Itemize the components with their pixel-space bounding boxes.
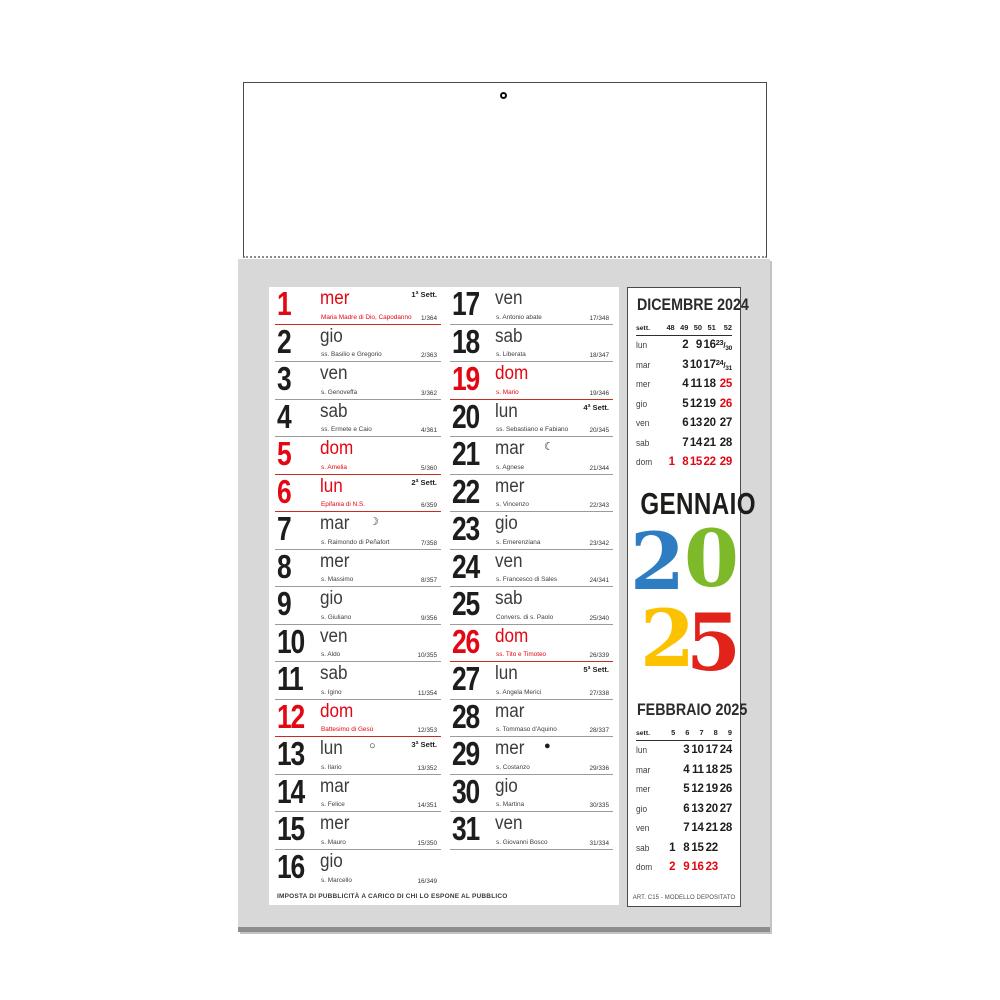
week-number: 48: [661, 323, 675, 336]
day-of-year: 22/343: [589, 502, 609, 509]
mini-calendar-february: [628, 693, 748, 877]
week-number: 5: [661, 728, 675, 741]
day-number: 7: [277, 510, 291, 547]
mini-day: 8: [682, 456, 689, 469]
day-number: 15: [277, 810, 304, 847]
weekday-name: dom: [320, 700, 354, 722]
day-row-21: [450, 437, 613, 475]
mini-calendar-december: [628, 288, 749, 472]
saint-name: s. Mario: [496, 388, 519, 396]
week-number-label: 1ª Sett.: [411, 290, 437, 299]
day-row-8: [275, 547, 441, 588]
moon-phase-icon: ☽: [369, 516, 379, 528]
weekday-name: mar: [495, 438, 525, 459]
mini-day: 22: [705, 841, 718, 854]
week-number: 49: [675, 323, 689, 336]
moon-phase-icon: ●: [544, 740, 551, 752]
weekday-name: sab: [320, 400, 348, 422]
days-column-left: [275, 287, 441, 887]
day-row-23: [450, 512, 613, 550]
mini-day: 4: [683, 763, 690, 776]
week-number: 8: [704, 728, 718, 741]
saint-name: s. Liberata: [496, 351, 526, 358]
day-of-year: 28/337: [589, 727, 609, 734]
day-number: 11: [277, 660, 303, 697]
mini-day: $^{24}$/31: [715, 357, 732, 372]
saint-name: s. Amelia: [321, 463, 347, 471]
day-of-year: 24/341: [589, 577, 609, 584]
saint-name: s. Genoveffa: [321, 388, 358, 396]
mini-day: 28: [719, 822, 732, 835]
weekday-name: mer: [495, 738, 525, 759]
day-of-year: 31/334: [589, 839, 609, 847]
saint-name: s. Costanzo: [496, 763, 530, 771]
day-of-year: 4/361: [421, 427, 437, 434]
day-number: 25: [452, 585, 479, 622]
weekday-name: ven: [495, 550, 523, 572]
saint-name: s. Angela Merici: [496, 688, 542, 696]
side-panel: [627, 287, 756, 907]
mini-day: 7: [683, 822, 690, 835]
day-row-28: [450, 697, 613, 738]
mini-day: 2: [669, 861, 676, 874]
mini-day: 5: [683, 783, 690, 796]
day-number: 19: [452, 360, 479, 397]
year-digits: [628, 512, 741, 693]
mini-day: 24: [719, 744, 732, 757]
saint-name: Epifania di N.S.: [321, 501, 366, 508]
mini-day: 7: [682, 436, 689, 449]
day-row-16: [275, 847, 441, 888]
week-number: 7: [689, 728, 703, 741]
day-of-year: 10/355: [417, 652, 437, 659]
mini-calendar-grid: [628, 315, 740, 472]
day-number: 13: [277, 735, 304, 772]
day-number: 10: [277, 622, 304, 660]
saint-name: s. Igino: [321, 688, 342, 696]
mini-day: 18: [705, 763, 718, 776]
day-number: 27: [452, 660, 479, 697]
day-of-year: 5/360: [421, 464, 437, 472]
year-digit-4: 5: [686, 596, 741, 689]
weekday-name: gio: [320, 588, 343, 609]
weekday-name: lun: [495, 400, 518, 422]
day-row-5: [275, 437, 441, 475]
day-of-year: 21/344: [589, 464, 609, 472]
day-number: 16: [277, 847, 304, 885]
saint-name: ss. Ermete e Caio: [321, 426, 372, 433]
mini-day: 26: [719, 397, 732, 410]
mini-calendar-title: FEBBRAIO 2025: [636, 700, 748, 719]
day-row-1: [275, 287, 441, 325]
model-note: ART. C15 - MODELLO DEPOSITATO: [632, 895, 736, 901]
day-of-year: 18/347: [589, 352, 609, 359]
weekday-label: lun: [636, 340, 648, 351]
mini-day: 23: [705, 861, 718, 874]
saint-name: Convers. di s. Paolo: [496, 613, 554, 621]
weekday-name: sab: [495, 588, 523, 609]
day-row-17: [450, 287, 613, 325]
weekday-label: dom: [636, 862, 653, 873]
day-number: 29: [452, 735, 479, 772]
mini-day: 13: [691, 802, 704, 815]
mini-day: 16: [703, 339, 716, 352]
mini-day: 20: [705, 802, 718, 815]
weekday-label: mer: [636, 784, 651, 795]
day-number: 4: [277, 397, 291, 435]
mini-day: 10: [691, 744, 704, 757]
weekday-name: mer: [320, 288, 350, 309]
weekday-label: gio: [636, 398, 648, 409]
mini-day: 3: [682, 358, 689, 371]
day-of-year: 20/345: [589, 427, 609, 434]
mini-day: 11: [690, 378, 703, 391]
weekday-name: ven: [320, 625, 348, 647]
mini-day: 14: [689, 436, 703, 449]
day-row-11: [275, 662, 441, 700]
week-number-label: 2ª Sett.: [411, 477, 437, 487]
day-of-year: 19/346: [589, 389, 609, 397]
mini-day: 27: [719, 417, 732, 430]
day-of-year: 8/357: [421, 577, 437, 584]
mini-day: 3: [683, 744, 690, 757]
weekday-label: ven: [636, 418, 650, 429]
day-row-4: [275, 397, 441, 438]
day-number: 26: [452, 622, 479, 660]
saint-name: ss. Tito e Timoteo: [496, 651, 547, 658]
day-row-20: [450, 397, 613, 438]
day-of-year: 2/363: [421, 352, 437, 359]
weekday-name: lun: [320, 738, 343, 759]
day-of-year: 16/349: [417, 878, 437, 885]
mini-day: 26: [719, 783, 732, 796]
mini-day: 25: [719, 378, 732, 391]
mini-day: 12: [691, 783, 704, 796]
weekday-name: gio: [320, 850, 343, 872]
weekday-name: gio: [495, 513, 518, 534]
week-number: 52: [716, 323, 732, 336]
saint-name: s. Martina: [496, 801, 525, 808]
mini-day: 19: [705, 783, 718, 796]
mini-day: 4: [682, 378, 689, 391]
saint-name: s. Antonio abate: [496, 313, 542, 321]
day-of-year: 15/350: [417, 839, 437, 847]
day-of-year: 27/338: [589, 689, 609, 697]
hanging-hole: [500, 92, 507, 99]
day-number: 2: [277, 322, 291, 360]
weekday-label: mar: [636, 764, 651, 775]
day-row-24: [450, 547, 613, 588]
weekday-label: gio: [636, 803, 648, 814]
weekday-name: mer: [320, 550, 350, 572]
weekday-name: dom: [495, 363, 529, 384]
day-of-year: 17/348: [589, 314, 609, 322]
day-number: 18: [452, 322, 479, 360]
day-number: 9: [277, 585, 291, 622]
mini-day: 12: [689, 397, 703, 410]
saint-name: s. Agnese: [496, 463, 525, 471]
saint-name: s. Giuliano: [321, 613, 352, 621]
saint-name: Maria Madre di Dio, Capodanno: [321, 313, 412, 321]
mini-day: 2: [682, 339, 689, 352]
day-of-year: 23/342: [589, 539, 609, 547]
weekday-label: mer: [636, 379, 651, 390]
saint-name: s. Tommaso d'Aquino: [496, 726, 557, 733]
weekday-label: lun: [636, 745, 648, 756]
mini-day: 28: [719, 436, 732, 449]
advert-tax-note: IMPOSTA DI PUBBLICITÀ A CARICO DI CHI LO ESPONE AL PUBBLICO: [277, 893, 508, 900]
day-number: 14: [277, 772, 304, 810]
saint-name: s. Giovanni Bosco: [496, 838, 548, 846]
month-grid: [269, 287, 619, 905]
saint-name: s. Mauro: [321, 838, 346, 846]
day-of-year: 3/362: [421, 389, 437, 397]
day-number: 3: [277, 360, 291, 397]
weekday-name: lun: [320, 475, 343, 497]
mini-day: 1: [668, 456, 675, 469]
weekday-name: sab: [320, 663, 348, 684]
saint-name: s. Aldo: [321, 651, 341, 658]
day-of-year: 12/353: [417, 727, 437, 734]
saint-name: s. Raimondo di Peñafort: [321, 538, 390, 546]
weekday-label: mar: [636, 359, 651, 370]
weekday-name: mar: [320, 513, 350, 534]
saint-name: s. Vincenzo: [496, 501, 529, 508]
weekday-label: ven: [636, 823, 650, 834]
week-number: 51: [702, 323, 716, 336]
day-row-31: [450, 812, 613, 850]
mini-day: 21: [703, 436, 716, 449]
mini-day: 9: [695, 339, 703, 352]
day-number: 28: [452, 697, 479, 735]
weekday-name: mer: [495, 475, 525, 497]
mini-day: 10: [689, 358, 703, 371]
day-row-22: [450, 472, 613, 513]
weekday-name: dom: [495, 625, 529, 647]
mini-day: 29: [719, 456, 732, 469]
mini-day: 9: [683, 861, 690, 874]
saint-name: s. Francesco di Sales: [496, 576, 558, 583]
mini-day: $^{23}$/30: [715, 338, 732, 353]
mini-day: 13: [689, 417, 703, 430]
day-number: 22: [452, 472, 479, 510]
saint-name: s. Emerenziana: [496, 538, 541, 546]
day-number: 8: [277, 547, 291, 585]
mini-calendar-grid: [628, 720, 740, 877]
mini-day: 8: [683, 841, 690, 854]
year-digit-2: 0: [684, 512, 739, 605]
weekday-name: mar: [495, 700, 525, 722]
day-row-7: [275, 512, 441, 550]
weekday-label: sab: [636, 437, 650, 448]
day-of-year: 11/354: [417, 689, 437, 697]
day-number: 31: [452, 810, 479, 847]
week-number: 50: [688, 323, 702, 336]
mini-day: 15: [689, 456, 703, 469]
week-number-label: 5ª Sett.: [583, 665, 609, 674]
mini-day: 27: [719, 802, 732, 815]
day-row-6: [275, 472, 441, 513]
day-number: 17: [452, 285, 479, 322]
day-of-year: 29/336: [589, 764, 609, 772]
week-label: sett.: [636, 325, 661, 336]
day-of-year: 25/340: [589, 614, 609, 622]
saint-name: ss. Sebastiano e Fabiano: [496, 426, 569, 433]
mini-day: 15: [691, 841, 704, 854]
mini-calendar-title: DICEMBRE 2024: [636, 295, 749, 314]
weekday-name: dom: [320, 438, 354, 459]
day-number: 24: [452, 547, 479, 585]
day-number: 12: [277, 697, 304, 735]
weekday-name: ven: [495, 288, 523, 309]
weekday-name: ven: [495, 813, 523, 834]
weekday-name: mer: [320, 813, 350, 834]
day-row-15: [275, 812, 441, 850]
day-number: 21: [452, 435, 479, 472]
weekday-label: sab: [636, 842, 650, 853]
week-label: sett.: [636, 730, 661, 741]
weekday-label: dom: [636, 457, 653, 468]
day-row-9: [275, 587, 441, 625]
mini-day: 21: [705, 822, 718, 835]
day-number: 5: [277, 435, 291, 472]
day-number: 23: [452, 510, 479, 547]
day-row-29: [450, 737, 613, 775]
month-title: GENNAIO: [640, 486, 756, 521]
saint-name: Battesimo di Gesù: [321, 726, 374, 733]
day-number: 20: [452, 397, 479, 435]
saint-name: s. Marcello: [321, 877, 352, 884]
day-number: 1: [277, 285, 291, 322]
saint-name: ss. Basilio e Gregorio: [321, 351, 382, 358]
day-row-10: [275, 622, 441, 663]
day-of-year: 7/358: [421, 539, 437, 547]
week-number: 9: [718, 728, 732, 741]
days-column-right: [450, 287, 613, 850]
mini-day: 11: [692, 763, 704, 776]
top-sheet: [243, 82, 767, 258]
mini-day: 5: [682, 397, 689, 410]
day-of-year: 13/352: [417, 764, 437, 772]
weekday-name: lun: [495, 663, 518, 684]
day-row-30: [450, 772, 613, 813]
year-digit-3: 2: [640, 592, 695, 685]
mini-day: 17: [703, 358, 716, 371]
day-of-year: 6/359: [421, 502, 437, 509]
week-number: 6: [675, 728, 689, 741]
day-row-3: [275, 362, 441, 400]
saint-name: s. Massimo: [321, 576, 354, 583]
mini-day: 25: [719, 763, 732, 776]
day-number: 6: [277, 472, 291, 510]
mini-day: 6: [682, 417, 689, 430]
moon-phase-icon: ○: [369, 740, 376, 752]
day-of-year: 26/339: [589, 652, 609, 659]
day-row-13: [275, 737, 441, 775]
day-of-year: 30/335: [589, 802, 609, 809]
mini-day: 18: [703, 378, 716, 391]
year-digit-1: 2: [630, 515, 685, 608]
day-row-19: [450, 362, 613, 400]
week-number-label: 4ª Sett.: [583, 402, 609, 412]
day-of-year: 1/364: [421, 314, 437, 322]
day-row-26: [450, 622, 613, 663]
mini-day: 22: [703, 456, 716, 469]
weekday-name: mar: [320, 775, 350, 797]
day-of-year: 14/351: [417, 802, 437, 809]
weekday-name: gio: [495, 775, 518, 797]
mini-day: 1: [669, 841, 676, 854]
weekday-name: gio: [320, 325, 343, 347]
day-of-year: 9/356: [421, 614, 437, 622]
weekday-name: sab: [495, 325, 523, 347]
mini-day: 14: [691, 822, 704, 835]
week-number-label: 3ª Sett.: [411, 740, 437, 749]
mini-day: 6: [683, 802, 690, 815]
mini-day: 16: [691, 861, 704, 874]
day-row-27: [450, 662, 613, 700]
day-row-2: [275, 322, 441, 363]
day-row-14: [275, 772, 441, 813]
weekday-name: ven: [320, 363, 348, 384]
day-row-18: [450, 322, 613, 363]
saint-name: s. Ilario: [321, 763, 342, 771]
mini-day: 17: [705, 744, 718, 757]
moon-phase-icon: ☾: [544, 441, 554, 453]
saint-name: s. Felice: [321, 801, 345, 808]
day-row-25: [450, 587, 613, 625]
mini-day: 19: [703, 397, 716, 410]
day-row-12: [275, 697, 441, 738]
mini-day: 20: [703, 417, 716, 430]
day-number: 30: [452, 772, 479, 810]
